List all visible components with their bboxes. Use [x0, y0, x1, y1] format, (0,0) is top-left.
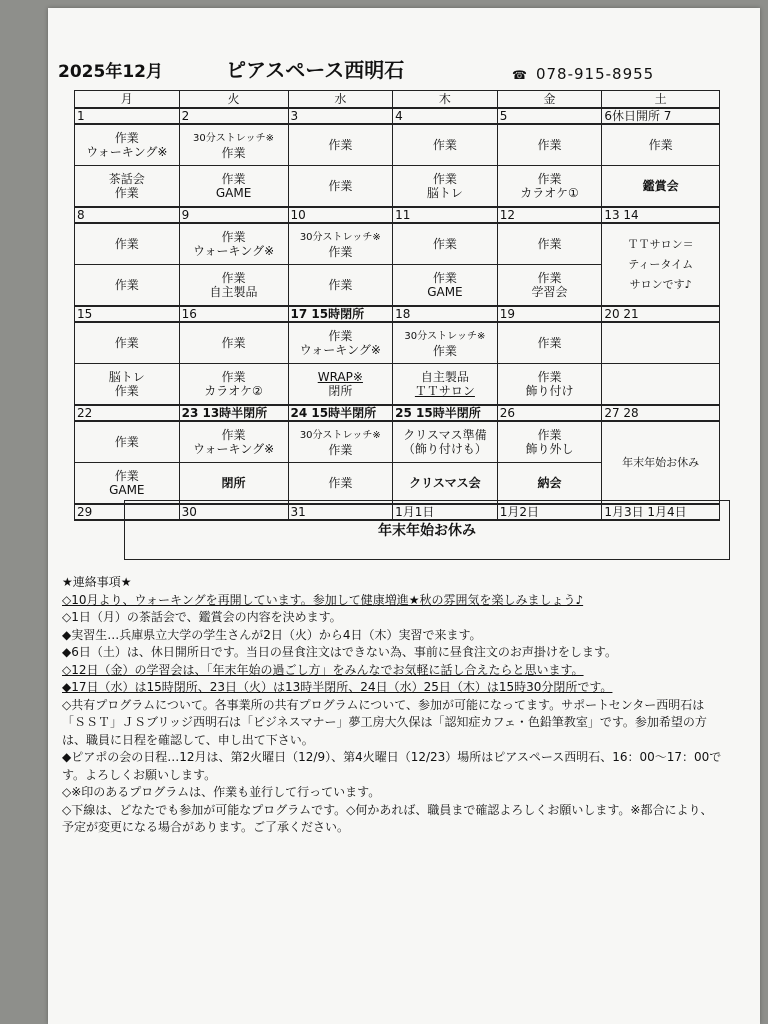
activity-row-pm — [75, 166, 720, 208]
date-cell: 16 — [179, 306, 288, 322]
calendar-cell: 作業 — [393, 223, 498, 265]
calendar-cell: 作業 ウォーキング※ — [288, 322, 393, 364]
note-line: ◆17日（水）は15時閉所、23日（火）は13時半閉所、24日（水）25日（木）は15時30分閉所です。 — [62, 680, 613, 694]
calendar-cell: 自主製品 ＴＴサロン — [393, 364, 498, 406]
calendar-cell: 作業 学習会 — [497, 265, 602, 307]
calendar-cell: 納会 — [497, 463, 602, 505]
phone-number — [512, 65, 654, 83]
activity-row-am — [75, 421, 720, 463]
calendar-cell: 作業 — [75, 322, 180, 364]
weekday-cell: 土 — [602, 91, 720, 109]
year-month: 2025年12月 — [58, 62, 163, 82]
calendar-cell: 作業 自主製品 — [179, 265, 288, 307]
calendar-cell: 作業 GAME — [393, 265, 498, 307]
date-cell: 24 15時半閉所 — [288, 405, 393, 421]
note-line: ◇下線は、どなたでも参加が可能なプログラムです。◇何かあれば、職員まで確認よろしくお願いします。※都合により、予定が変更になる場合があります。ご了承ください。 — [62, 802, 713, 834]
calendar-cell: 年末年始お休み — [602, 421, 720, 504]
calendar-cell: 作業 — [497, 322, 602, 364]
notes-section — [62, 574, 722, 837]
calendar-cell: 作業 飾り外し — [497, 421, 602, 463]
calendar-cell: クリスマス会 — [393, 463, 498, 505]
date-cell: 6休日開所 7 — [602, 108, 720, 124]
date-cell: 31 — [288, 504, 393, 520]
date-row — [75, 306, 720, 322]
calendar-cell: 作業 — [393, 124, 498, 166]
calendar-cell: 作業 — [497, 124, 602, 166]
calendar-cell: 作業 GAME — [75, 463, 180, 505]
calendar-cell: 作業 ウォーキング※ — [75, 124, 180, 166]
calendar-cell: 作業 ウォーキング※ — [179, 223, 288, 265]
calendar-cell: 作業 カラオケ② — [179, 364, 288, 406]
calendar-cell: 作業 飾り付け — [497, 364, 602, 406]
weekday-cell: 金 — [497, 91, 602, 109]
phone-text: 078-915-8955 — [535, 65, 655, 83]
date-row — [75, 405, 720, 421]
date-cell: 11 — [393, 207, 498, 223]
note-line: ◇共有プログラムについて。各事業所の共有プログラムについて、参加が可能になってます。サポートセンター西明石は「ＳＳＴ」ＪＳブリッジ西明石は「ビジネスマナー」夢工房大久保は「認知症カフェ・色鉛筆教室」です。参加希望の方は、職員に日程を確認して、申し出て下さい。 — [62, 697, 707, 747]
note-line: ◆ピアポの会の日程…12月は、第2火曜日（12/9）、第4火曜日（12/23）場所はピアスペース西明石、16：00～17：00です。よろしくお願いします。 — [62, 750, 722, 782]
calendar-cell: 作業 — [75, 421, 180, 463]
note-line: ◆6日（土）は、休日開所日です。当日の昼食注文はできない為、事前に昼食注文のお声掛けをします。 — [62, 645, 617, 659]
date-cell: 4 — [393, 108, 498, 124]
note-line: ◇10月より、ウォーキングを再開しています。参加して健康増進★秋の雰囲気を楽しみましょう♪ — [62, 592, 584, 607]
date-cell: 13 14 — [602, 207, 720, 223]
note-line: ◆実習生…兵庫県立大学の学生さんが2日（火）から4日（木）実習で来ます。 — [62, 627, 482, 642]
date-cell: 12 — [497, 207, 602, 223]
date-cell: 9 — [179, 207, 288, 223]
date-row — [75, 108, 720, 124]
date-cell: 17 15時閉所 — [288, 306, 393, 322]
date-cell: 5 — [497, 108, 602, 124]
note-line: ◇※印のあるプログラムは、作業も並行して行っています。 — [62, 785, 381, 799]
calendar-cell: 作業 — [75, 265, 180, 307]
calendar-cell: 30分ストレッチ※ 作業 — [179, 124, 288, 166]
calendar-cell: 作業 — [288, 463, 393, 505]
weekday-header — [75, 91, 720, 109]
date-cell: 1月3日 1月4日 — [602, 504, 720, 520]
calendar-cell — [602, 364, 720, 406]
calendar-table — [74, 90, 720, 521]
page-title: ピアスペース西明石 — [226, 58, 405, 82]
calendar-cell: ＴＴサロン＝ ティータイム サロンです♪ — [602, 223, 720, 306]
holiday-banner: 年末年始お休み — [124, 500, 730, 560]
date-cell: 27 28 — [602, 405, 720, 421]
calendar-cell: 作業 — [288, 124, 393, 166]
calendar-cell: 30分ストレッチ※ 作業 — [393, 322, 498, 364]
date-cell: 1 — [75, 108, 180, 124]
calendar-cell: 鑑賞会 — [602, 166, 720, 208]
calendar-cell: 作業 — [602, 124, 720, 166]
calendar-cell: 30分ストレッチ※ 作業 — [288, 421, 393, 463]
date-cell: 30 — [179, 504, 288, 520]
calendar-cell: 作業 — [288, 166, 393, 208]
calendar-cell: 作業 — [75, 223, 180, 265]
note-line: ★連絡事項★ — [62, 575, 132, 589]
date-cell: 8 — [75, 207, 180, 223]
date-cell: 10 — [288, 207, 393, 223]
date-cell: 20 21 — [602, 306, 720, 322]
weekday-cell: 月 — [75, 91, 180, 109]
note-line: ◇1日（月）の茶話会で、鑑賞会の内容を決めます。 — [62, 610, 342, 624]
weekday-cell: 水 — [288, 91, 393, 109]
date-cell: 19 — [497, 306, 602, 322]
note-line: ◇12日（金）の学習会は、「年末年始の過ごし方」をみんなでお気軽に話し合えたらと思います。 — [62, 662, 584, 677]
calendar-cell: 作業 — [497, 223, 602, 265]
calendar-cell: 30分ストレッチ※ 作業 — [288, 223, 393, 265]
calendar-cell: 作業 GAME — [179, 166, 288, 208]
date-cell: 1月1日 — [393, 504, 498, 520]
calendar-cell: 作業 カラオケ① — [497, 166, 602, 208]
date-cell: 3 — [288, 108, 393, 124]
phone-icon: ☎ — [512, 68, 528, 82]
calendar-cell: クリスマス準備 （飾り付けも） — [393, 421, 498, 463]
date-row — [75, 207, 720, 223]
date-cell: 18 — [393, 306, 498, 322]
calendar-cell: 閉所 — [179, 463, 288, 505]
date-cell: 29 — [75, 504, 180, 520]
activity-row-am — [75, 322, 720, 364]
calendar-cell: 茶話会 作業 — [75, 166, 180, 208]
activity-row-pm — [75, 364, 720, 406]
activity-row-am — [75, 223, 720, 265]
calendar-cell: 脳トレ 作業 — [75, 364, 180, 406]
calendar-cell — [602, 322, 720, 364]
calendar-cell: WRAP※ 閉所 — [288, 364, 393, 406]
date-cell: 22 — [75, 405, 180, 421]
date-cell: 26 — [497, 405, 602, 421]
date-cell: 23 13時半閉所 — [179, 405, 288, 421]
weekday-cell: 木 — [393, 91, 498, 109]
date-cell: 15 — [75, 306, 180, 322]
calendar-cell: 作業 — [288, 265, 393, 307]
date-cell: 2 — [179, 108, 288, 124]
weekday-cell: 火 — [179, 91, 288, 109]
activity-row-am — [75, 124, 720, 166]
calendar-cell: 作業 脳トレ — [393, 166, 498, 208]
calendar-cell: 作業 — [179, 322, 288, 364]
calendar-cell: 作業 ウォーキング※ — [179, 421, 288, 463]
date-cell: 25 15時半閉所 — [393, 405, 498, 421]
date-cell: 1月2日 — [497, 504, 602, 520]
